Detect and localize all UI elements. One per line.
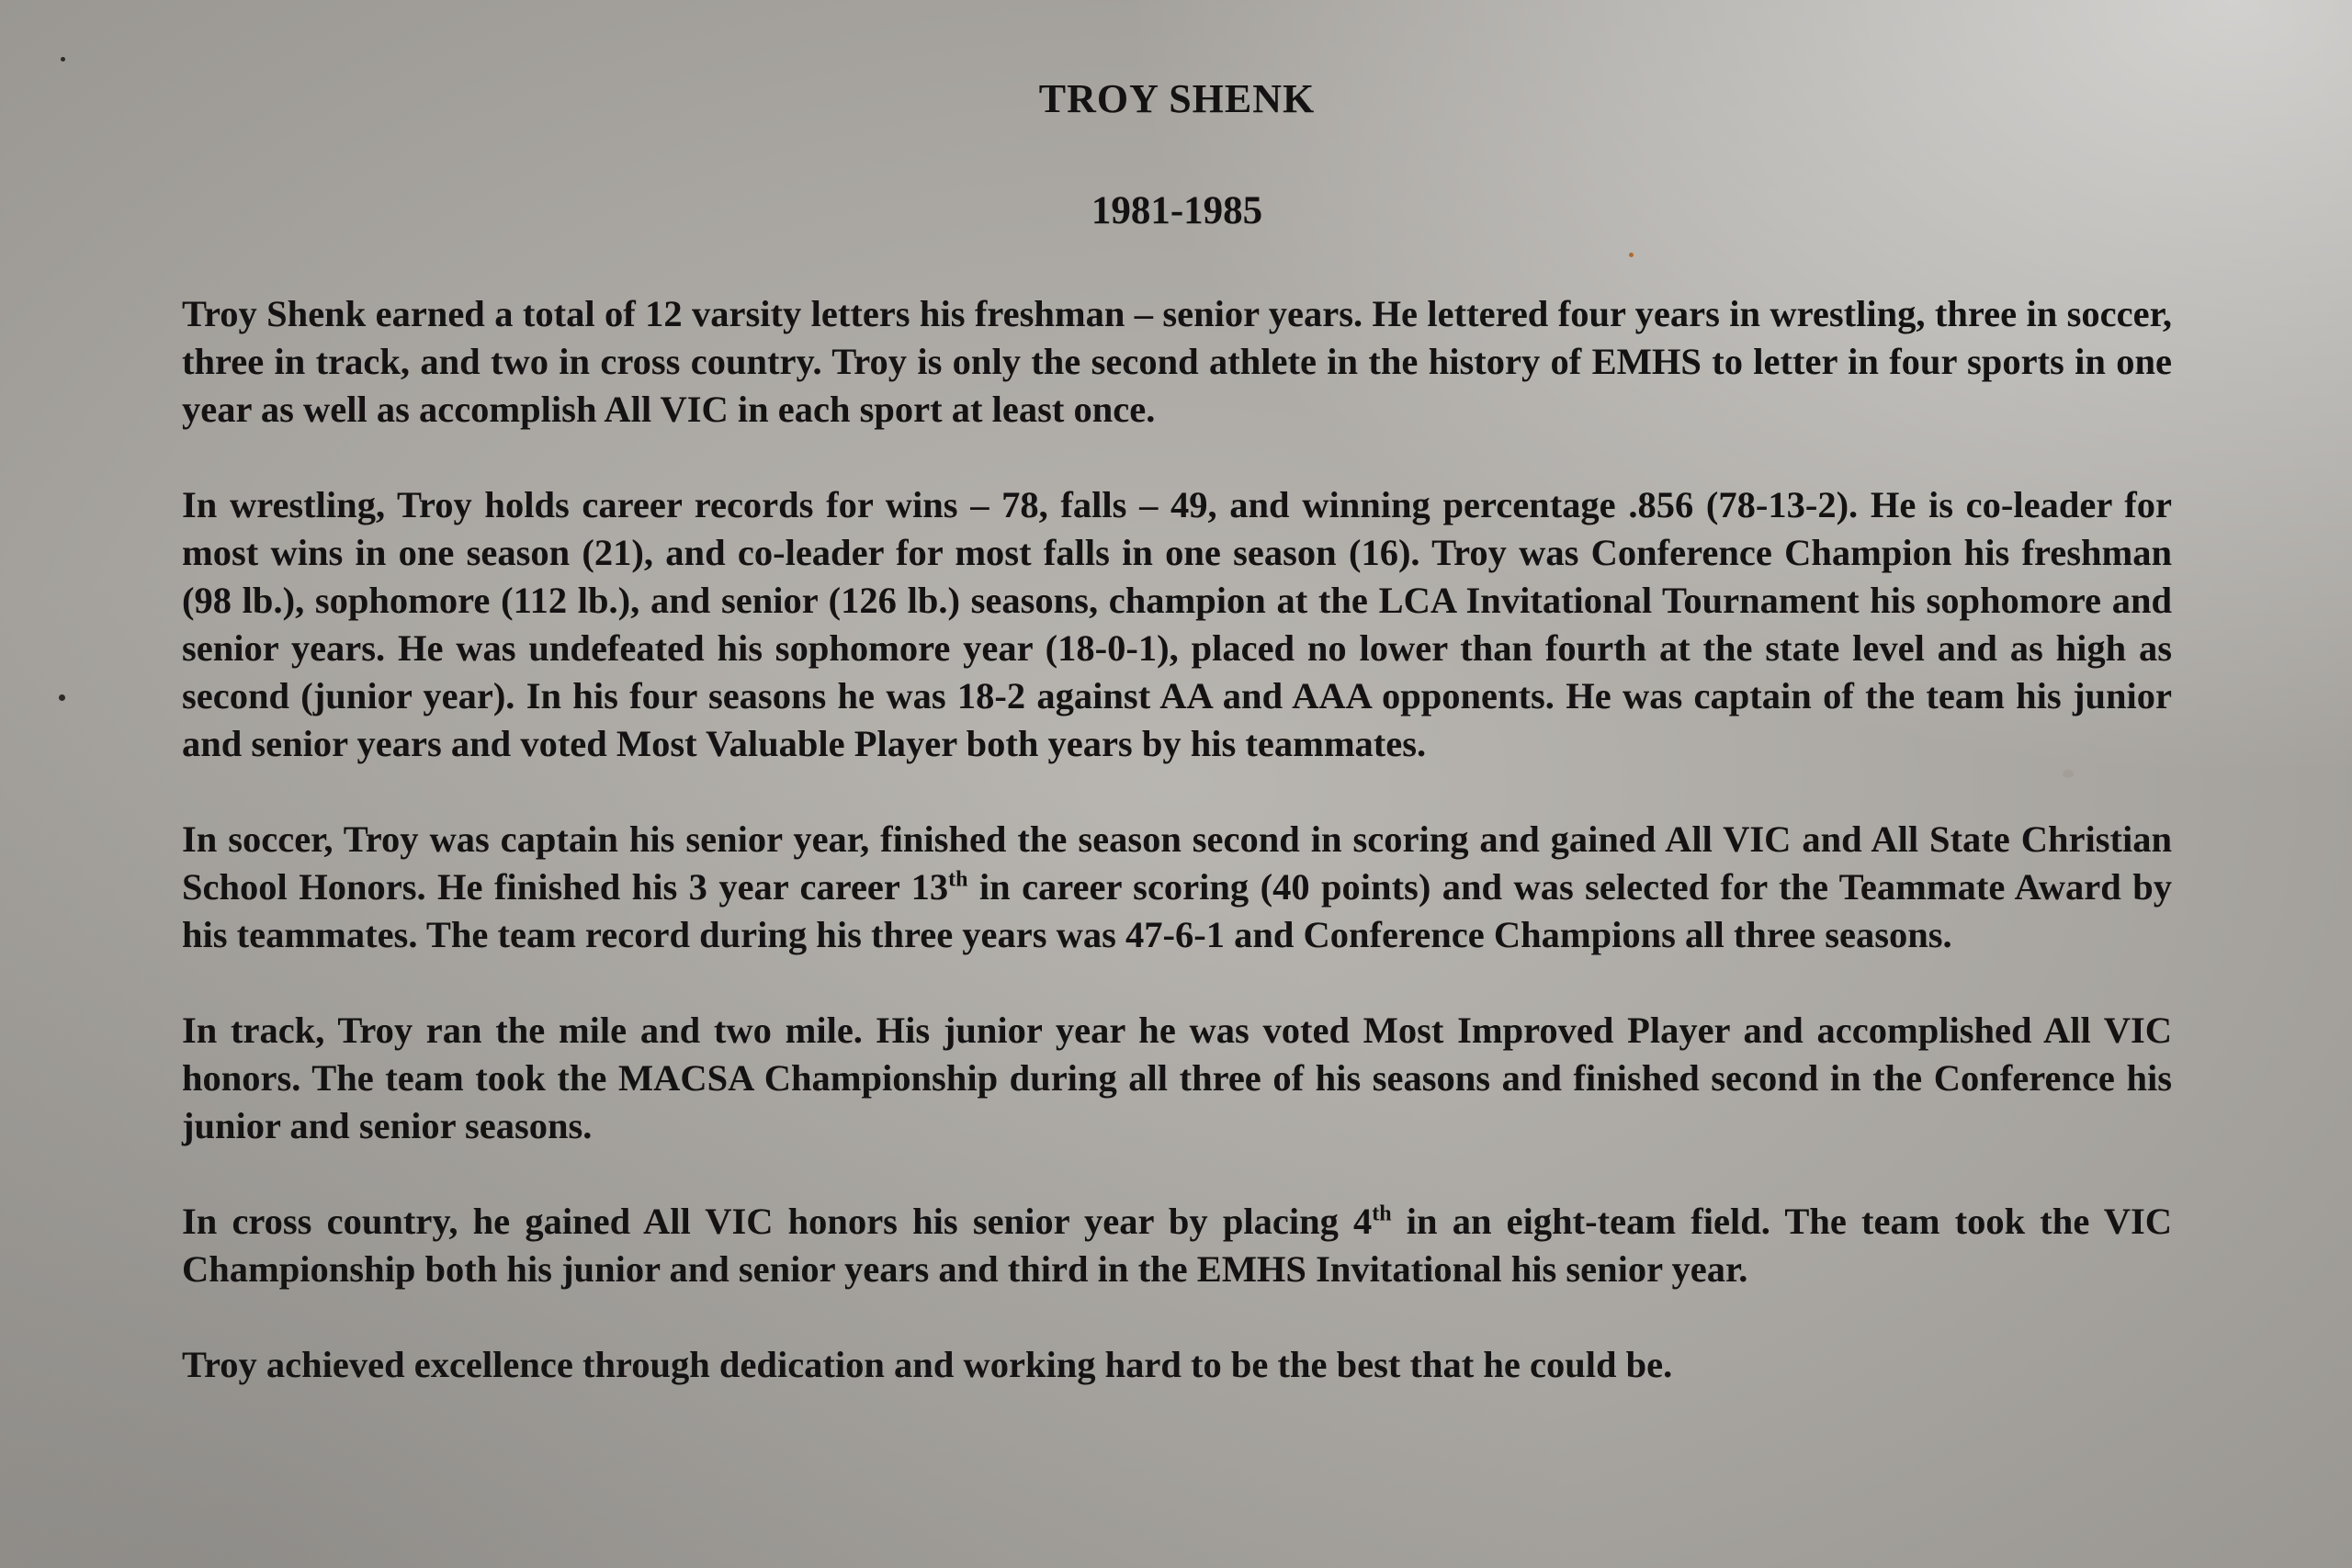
paragraph-wrestling: In wrestling, Troy holds career records for wins – 78, falls – 49, and winning percentage .856 (78-13-2). He is co-leader for most wins in one season (21), and co-leader for most falls in one season (16). Troy was Conference Champion his freshman (98 lb.), sophomore (112 lb.), and senior (126 lb.) seasons, champion at the LCA Invitational Tournament his sophomore and senior years. He was undefeated his sophomore year (18-0-1), placed no lower than fourth at the state level and as high as second (junior year). In his four seasons he was 18-2 against AA and AAA opponents. He was captain of the team his junior and senior years and voted Most Valuable Player both years by his teammates.	[182, 484, 2172, 764]
paragraph-track: In track, Troy ran the mile and two mile. His junior year he was voted Most Improved Player and accomplished All VIC honors. The team took the MACSA Championship during all three of his seasons and finished second in the Conference his junior and senior seasons.	[182, 1010, 2172, 1146]
years-heading: 1981-1985	[1091, 189, 1263, 232]
paragraph-cross-country	[182, 1198, 2172, 1293]
paragraph-soccer	[182, 816, 2172, 959]
dust-speck	[61, 57, 65, 62]
dust-speck	[59, 694, 65, 701]
paragraph-closing: Troy achieved excellence through dedication and working hard to be the best that he could be.	[182, 1344, 1673, 1385]
cross-country-text-start: In cross country, he gained All VIC honors his senior year by placing 4	[182, 1201, 1373, 1242]
soccer-text-start: In soccer, Troy was captain his senior year, finished the season second in scoring and gained All VIC and All State Christian School Honors. He finished his 3 year career 13	[182, 818, 2172, 908]
soccer-text-end: in career scoring (40 points) and was selected for the Teammate Award by his teammates. The team record during his three years was 47-6-1 and Conference Champions all three seasons.	[182, 866, 2172, 955]
ordinal-suffix: th	[948, 867, 968, 892]
cross-country-text-end: in an eight-team field. The team took the VIC Championship both his junior and senior years and third in the EMHS Invitational his senior year.	[182, 1201, 2172, 1290]
biography-sheet	[182, 68, 2172, 1437]
page-title: TROY SHENK	[1038, 76, 1316, 121]
paragraph-overview: Troy Shenk earned a total of 12 varsity letters his freshman – senior years. He lettered four years in wrestling, three in soccer, three in track, and two in cross country. Troy is only the second athlete in the history of EMHS to letter in four sports in one year as well as accomplish All VIC in each sport at least once.	[182, 293, 2172, 430]
ordinal-suffix: th	[1372, 1201, 1392, 1226]
